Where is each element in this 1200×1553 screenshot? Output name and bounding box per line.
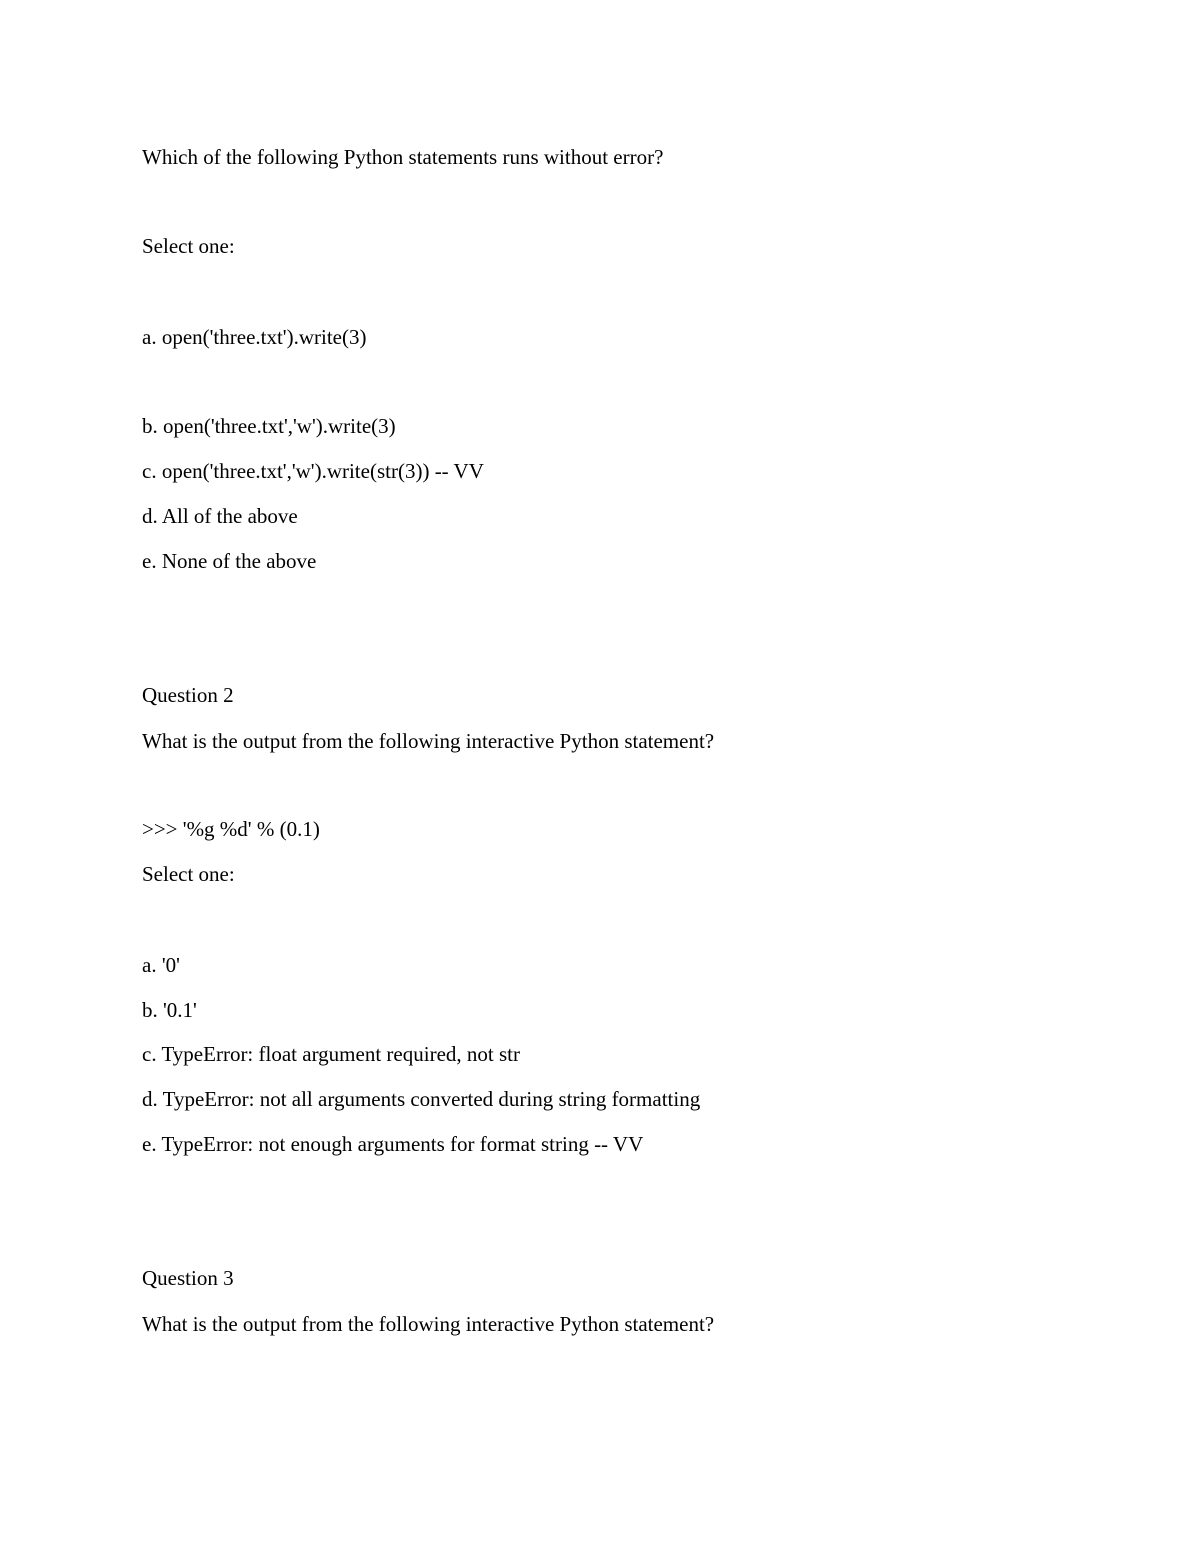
question-2-option-d: d. TypeError: not all arguments converted during string formatting: [142, 1087, 701, 1111]
question-3-text: What is the output from the following interactive Python statement?: [142, 1312, 715, 1336]
question-1-option-b: b. open('three.txt','w').write(3): [142, 414, 396, 438]
question-2-select-prompt: Select one:: [142, 862, 235, 886]
question-2-code: >>> '%g %d' % (0.1): [142, 817, 320, 841]
question-1-text: Which of the following Python statements runs without error?: [142, 145, 664, 169]
question-1-select-prompt: Select one:: [142, 234, 235, 258]
question-3-heading: Question 3: [142, 1266, 234, 1290]
question-2-heading: Question 2: [142, 683, 234, 707]
question-2-text: What is the output from the following interactive Python statement?: [142, 729, 715, 753]
question-2-option-e: e. TypeError: not enough arguments for format string -- VV: [142, 1132, 644, 1156]
question-1-option-e: e. None of the above: [142, 549, 317, 573]
question-2-option-c: c. TypeError: float argument required, not str: [142, 1042, 520, 1066]
question-1-option-c: c. open('three.txt','w').write(str(3)) -- VV: [142, 459, 484, 483]
question-2-option-b: b. '0.1': [142, 998, 197, 1022]
question-1-option-a: a. open('three.txt').write(3): [142, 325, 367, 349]
question-2-option-a: a. '0': [142, 953, 180, 977]
question-1-option-d: d. All of the above: [142, 504, 298, 528]
